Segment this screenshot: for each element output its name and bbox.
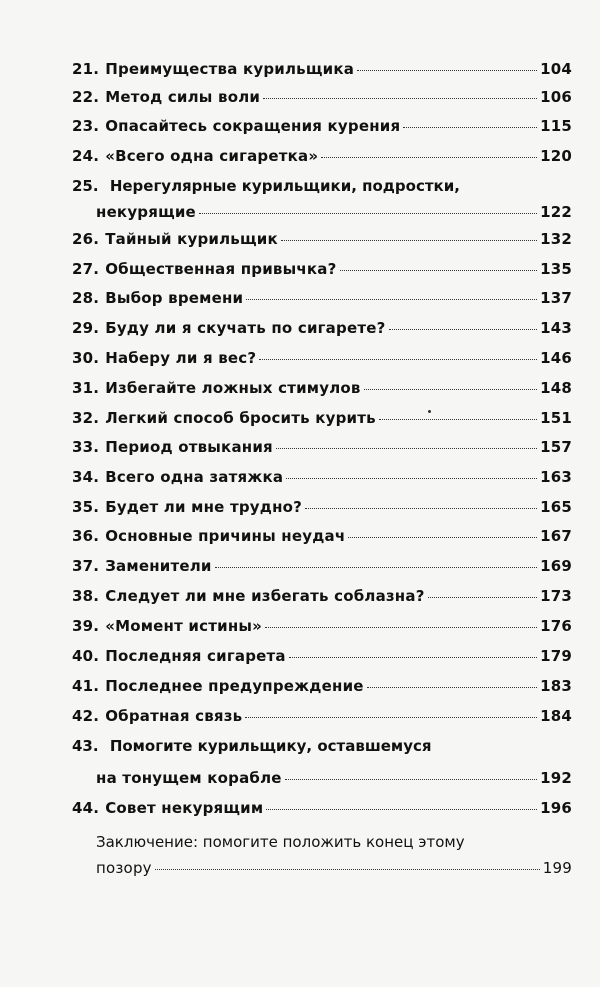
chapter-number: 36.	[72, 527, 100, 545]
toc-entry-30	[72, 345, 572, 371]
chapter-number: 24.	[72, 147, 100, 165]
chapter-title: Избегайте ложных стимулов	[105, 379, 361, 397]
page-number: 135	[540, 260, 572, 278]
toc-entry-41	[72, 673, 572, 699]
dot-leader	[155, 869, 540, 870]
toc-entry-23	[72, 113, 572, 139]
chapter-number: 43.	[72, 737, 99, 755]
chapter-number: 38.	[72, 587, 100, 605]
dot-leader	[215, 567, 537, 568]
toc-entry-21	[72, 56, 572, 82]
dot-leader	[367, 687, 537, 688]
chapter-title: Выбор времени	[105, 289, 244, 307]
chapter-title-line2: некурящие	[96, 203, 196, 221]
chapter-number: 34.	[72, 468, 100, 486]
dot-leader	[403, 127, 537, 128]
chapter-number: 44.	[72, 799, 100, 817]
dot-leader	[364, 389, 537, 390]
page-number: 120	[540, 147, 572, 165]
chapter-number: 33.	[72, 438, 100, 456]
toc-entry-37	[72, 553, 572, 579]
toc-entry-36	[72, 523, 572, 549]
chapter-title: Основные причины неудач	[105, 527, 346, 545]
chapter-number: 37.	[72, 557, 100, 575]
toc-entry-27	[72, 256, 572, 282]
chapter-number: 29.	[72, 319, 100, 337]
page-number: 157	[540, 438, 572, 456]
page-number: 165	[540, 498, 572, 516]
page-number: 146	[540, 349, 572, 367]
chapter-number: 28.	[72, 289, 100, 307]
dot-leader	[285, 779, 537, 780]
page-number: 199	[542, 859, 572, 877]
toc-entry-40	[72, 643, 572, 669]
dot-leader	[305, 508, 537, 509]
page-number: 104	[540, 60, 572, 78]
page-number: 173	[540, 587, 572, 605]
toc-entry-32	[72, 405, 572, 431]
chapter-title: Следует ли мне избегать соблазна?	[105, 587, 425, 605]
chapter-title-line2: на тонущем корабле	[96, 769, 282, 787]
dot-leader	[340, 270, 538, 271]
dot-leader	[289, 657, 537, 658]
toc-entry-35	[72, 494, 572, 520]
dot-leader	[246, 299, 537, 300]
toc-entry-28	[72, 285, 572, 311]
page-number: 169	[540, 557, 572, 575]
dot-leader	[321, 157, 537, 158]
toc-entry-34	[72, 464, 572, 490]
chapter-title: Будет ли мне трудно?	[105, 498, 303, 516]
page-number: 122	[540, 203, 572, 221]
page-number: 137	[540, 289, 572, 307]
chapter-title: Общественная привычка?	[105, 260, 337, 278]
chapter-title: «Момент истины»	[105, 617, 263, 635]
page-number: 143	[540, 319, 572, 337]
chapter-title: Метод силы воли	[105, 88, 261, 106]
chapter-number: 23.	[72, 117, 100, 135]
conclusion-title-line1: Заключение: помогите положить конец этому	[96, 833, 465, 851]
chapter-number: 41.	[72, 677, 100, 695]
chapter-title: Совет некурящим	[105, 799, 264, 817]
chapter-number: 39.	[72, 617, 100, 635]
page-number: 151	[540, 409, 572, 427]
chapter-number: 25.	[72, 177, 99, 195]
page-number: 176	[540, 617, 572, 635]
toc-entry-31	[72, 375, 572, 401]
dot-leader	[389, 329, 538, 330]
chapter-title: Заменители	[105, 557, 212, 575]
dot-leader	[379, 419, 537, 420]
toc-entry-29	[72, 315, 572, 341]
toc-entry-38	[72, 583, 572, 609]
chapter-title: Наберу ли я вес?	[105, 349, 257, 367]
toc-entry-42	[72, 703, 572, 729]
page-number: 115	[540, 117, 572, 135]
chapter-title: «Всего одна сигаретка»	[105, 147, 319, 165]
chapter-number: 21.	[72, 60, 100, 78]
page-number: 183	[540, 677, 572, 695]
page-number: 167	[540, 527, 572, 545]
page-number: 196	[540, 799, 572, 817]
toc-entry-25	[72, 173, 572, 225]
dot-leader	[276, 448, 537, 449]
page-number: 132	[540, 230, 572, 248]
toc-entry-26	[72, 226, 572, 252]
chapter-title: Тайный курильщик	[105, 230, 278, 248]
chapter-number: 27.	[72, 260, 100, 278]
dot-leader	[266, 809, 537, 810]
toc-entry-33	[72, 434, 572, 460]
chapter-number: 42.	[72, 707, 100, 725]
dot-leader	[428, 597, 537, 598]
dot-leader	[348, 537, 537, 538]
chapter-title: Последнее предупреждение	[105, 677, 364, 695]
dot-leader	[357, 70, 537, 71]
page-number: 106	[540, 88, 572, 106]
chapter-number: 31.	[72, 379, 100, 397]
chapter-title-line1: Нерегулярные курильщики, подростки,	[109, 177, 460, 195]
chapter-title: Обратная связь	[105, 707, 243, 725]
chapter-title: Буду ли я скучать по сигарете?	[105, 319, 386, 337]
chapter-number: 32.	[72, 409, 100, 427]
dot-leader	[199, 213, 537, 214]
conclusion-title-line2: позору	[96, 859, 152, 877]
chapter-number: 30.	[72, 349, 100, 367]
chapter-title: Последняя сигарета	[105, 647, 286, 665]
chapter-title: Легкий способ бросить курить	[105, 409, 376, 427]
toc-entry-39	[72, 613, 572, 639]
page-number: 148	[540, 379, 572, 397]
dot-leader	[265, 627, 537, 628]
chapter-title-line1: Помогите курильщику, оставшемуся	[109, 737, 432, 755]
dot-leader	[245, 717, 537, 718]
dot-leader	[281, 240, 537, 241]
dot-leader	[286, 478, 537, 479]
chapter-title: Период отвыкания	[105, 438, 273, 456]
page-number: 192	[540, 769, 572, 787]
chapter-number: 26.	[72, 230, 100, 248]
chapter-title: Всего одна затяжка	[105, 468, 284, 486]
toc-entry-43	[72, 733, 572, 791]
page-number: 163	[540, 468, 572, 486]
dot-leader	[259, 359, 537, 360]
toc-entry-44	[72, 795, 572, 821]
print-speck	[428, 410, 431, 413]
chapter-title: Опасайтесь сокращения курения	[105, 117, 401, 135]
chapter-number: 22.	[72, 88, 100, 106]
chapter-title: Преимущества курильщика	[105, 60, 355, 78]
toc-entry-conclusion	[72, 829, 572, 881]
dot-leader	[263, 98, 537, 99]
chapter-number: 35.	[72, 498, 100, 516]
page-number: 179	[540, 647, 572, 665]
page-number: 184	[540, 707, 572, 725]
toc-entry-24	[72, 143, 572, 169]
toc-entry-22	[72, 84, 572, 110]
chapter-number: 40.	[72, 647, 100, 665]
